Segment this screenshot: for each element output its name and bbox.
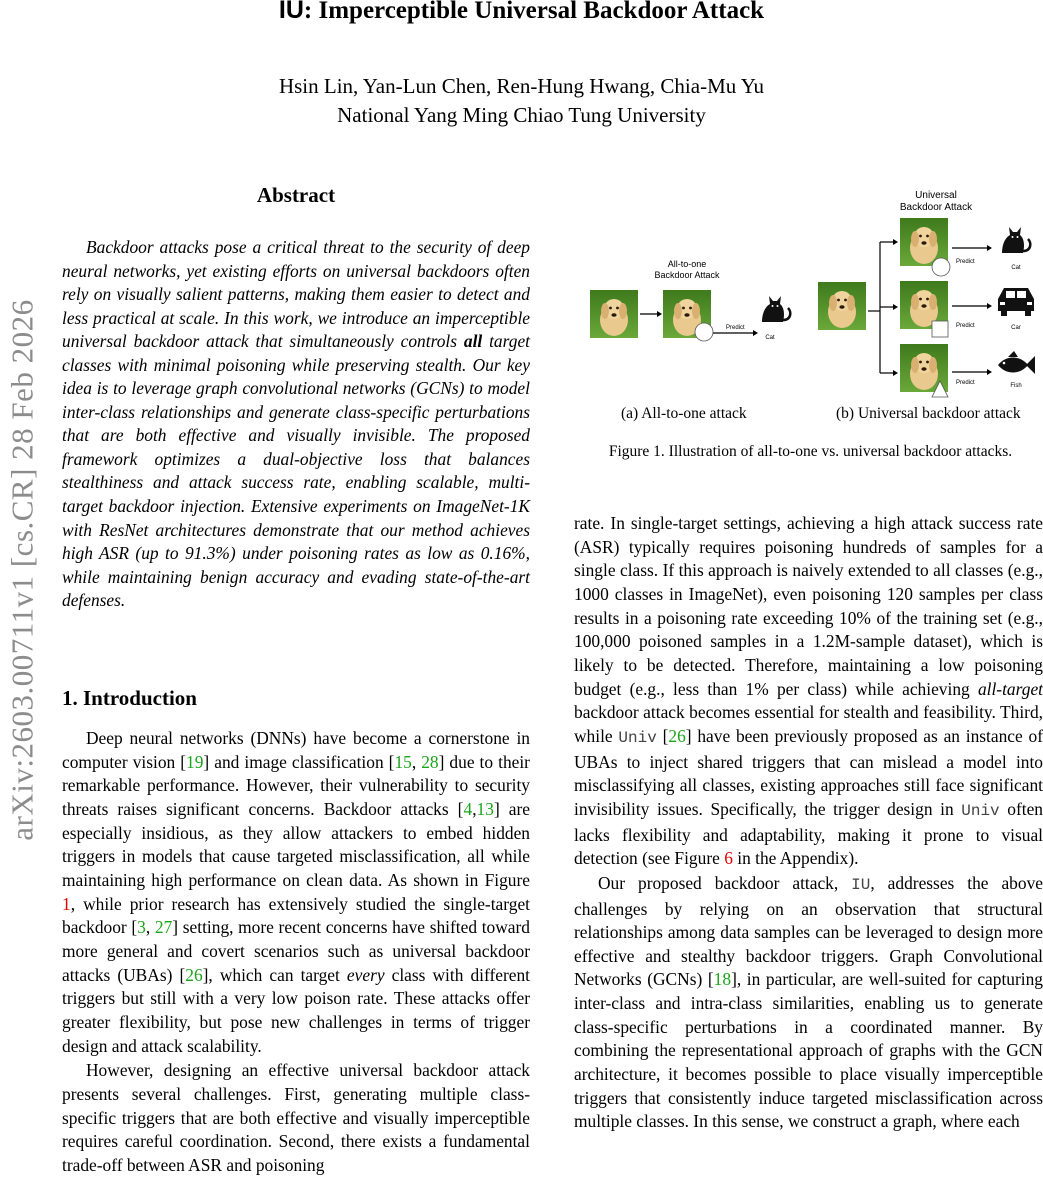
text-span: , addresses the above challenges by relying on an observation that structural relationships among data samples can be leveraged to design more effective and stealthy backdoor triggers. Graph Convolutional Networks (GCNs) [ [574,872,1043,990]
all-to-one-title-2: Backdoor Attack [654,270,720,280]
intro-paragraph-1 [62,727,530,1058]
trigger-square-icon [932,321,948,337]
section-heading-introduction: 1. Introduction [62,686,197,710]
intro-paragraph-2: However, designing an effective universal backdoor attack presents several challenges. First, generating multiple class-specific triggers that are both effective and visually imperceptible requires careful coordination. Second, there exists a fundamental trade-off between ASR and poisoning [62,1060,530,1175]
text-span: , while prior research has extensively studied the single-target backdoor [ [62,893,530,938]
fish-label: Fish [1010,383,1022,389]
all-to-one-diagram [590,259,790,341]
text-span: in the Appendix). [732,848,859,869]
text-span: ], which can target [202,964,347,985]
figure-reference-link[interactable]: 6 [724,848,733,869]
citation-link[interactable]: 27 [154,917,173,938]
arrow-head [657,311,662,317]
paper-title-method-name: IU [278,0,304,24]
text-span: , [411,751,422,772]
abstract-body [62,236,530,613]
citation-link[interactable]: 3 [137,917,146,938]
right-paragraph-1 [574,512,1043,871]
emphasis-every: every [346,964,385,985]
all-to-one-title-1: All-to-one [667,259,707,269]
arrow-head [987,245,992,251]
figure-1a-subcaption: (a) All-to-one attack [621,405,747,422]
right-paragraph-2 [574,872,1043,1134]
text-span: class with different triggers but still with a very low poison rate. These attacks offer greater flexibility, but pose new challenges in terms of trigger design and attack scalability. [62,964,530,1056]
citation-link[interactable]: 15 [394,751,412,772]
citation-link[interactable]: 26 [668,725,686,746]
abstract-text-part-1: Backdoor attacks pose a critical threat to the security of deep neural networks, yet existing efforts on universal backdoors often rely on visually salient patterns, making them easier to detect and less practical at scale. In this work, we introduce an imperceptible universal backdoor attack that simultaneously controls [62,237,530,352]
text-span: , [145,917,155,938]
text-span: , [472,798,477,819]
car-icon [998,288,1034,316]
arrow-head [893,239,898,245]
text-span: ] due to their remarkable performance. However, their vulnerability to security threats raises significant concerns. Backdoor attacks [ [62,751,530,819]
paper-title [0,0,1043,25]
clean-dog-image [818,282,866,330]
paper-authors: Hsin Lin, Yan-Lun Chen, Ren-Hung Hwang, Chia-Mu Yu [278,74,765,98]
predict-label: Predict [726,325,745,331]
figure-1-caption: Figure 1. Illustration of all-to-one vs. universal backdoor attacks. [608,443,1013,460]
introduction-body [62,727,530,1177]
arrow-head [987,303,992,309]
arrow-head [893,304,898,310]
paper-affiliation: National Yang Ming Chiao Tung University [337,103,706,127]
car-label: Car [1011,325,1021,331]
universal-backdoor-diagram [818,190,1035,397]
cat-label: Cat [765,335,775,341]
trigger-circle-icon [695,323,713,341]
universal-title-2: Backdoor Attack [899,202,973,213]
text-span: rate. In single-target settings, achieving a high attack success rate (ASR) typically requires poisoning hundreds of samples for a single class. If this approach is naively extended to all classes (e.g., 1000 classes in ImageNet), even poisoning 120 samples per class results in a poisoning rate exceeding 10% of the training set (e.g., 100,000 poisoned samples in a 1.2M-sample dataset), which is likely to be detected. Therefore, maintaining a low poisoning budget (e.g., less than 1% per class) while achieving [574,513,1043,699]
text-span: often lacks flexibility and adaptability, making it prone to visual detection (see Figure [574,798,1043,869]
abstract-heading: Abstract [256,183,336,207]
citation-link[interactable]: 19 [186,751,204,772]
text-span: ] have been previously proposed as an instance of UBAs to inject shared triggers that can mislead a model into misclassifying all classes, existing approaches still face significant invisibility issues. Specifically, the trigger design in [574,725,1043,819]
citation-link[interactable]: 18 [713,969,732,990]
citation-link[interactable]: 28 [421,751,439,772]
text-span: ] setting, more recent concerns have shifted toward more general and covert scenarios such as universal backdoor attacks (UBAs) [ [62,917,530,985]
abstract-emphasis-all: all [463,331,483,352]
arrow-head [987,369,992,375]
paper-title-rest: : Imperceptible Universal Backdoor Attack [303,0,765,24]
arxiv-identifier-text: arXiv:2603.00711v1 [cs.CR] 28 Feb 2026 [5,299,40,841]
figure-1b-subcaption: (b) Universal backdoor attack [836,405,1021,422]
predict-label: Predict [956,259,975,265]
predict-label: Predict [956,323,975,329]
figure-1-illustration [580,185,1043,400]
clean-dog-image [590,290,638,338]
arrow-head [753,330,758,336]
cat-icon [1002,227,1030,253]
predict-label: Predict [956,380,975,386]
text-span: backdoor attack becomes essential for stealth and feasibility. Third, while [574,702,1043,746]
cat-label: Cat [1011,265,1021,271]
right-column-body [574,512,1043,1134]
method-name-univ: Univ [961,801,1000,820]
abstract-text-part-2: target classes with minimal poisoning while preserving stealth. Our key idea is to leverage graph convolutional networks (GCNs) to model inter-class relationships and generate class-specific perturbations that are both effective and visually invisible. The proposed framework optimizes a dual-objective loss that balances stealthiness and attack success rate, enabling scalable, multi-target backdoor injection. Extensive experiments on ImageNet-1K with ResNet architectures demonstrate that our method achieves high ASR (up to 91.3%) under poisoning rates as low as 0.16%, while maintaining benign accuracy and evading state-of-the-art defenses. [62,331,530,611]
figure-reference-link[interactable]: 1 [62,893,71,914]
citation-link[interactable]: 4 [463,798,473,819]
trigger-circle-icon [932,258,950,276]
cat-icon [762,296,790,322]
emphasis-all-target: all-target [977,678,1043,699]
text-span: ], in particular, are well-suited for capturing inter-class and intra-class similarities, enabling us to generate class-specific perturbations in a coordinated manner. By combining the representational approach of graphs with the GCN architecture, it becomes possible to place visually imperceptible triggers that consistently induce targeted misclassification across multiple classes. In this sense, we construct a graph, where each [574,969,1043,1132]
method-name-univ: Univ [618,728,657,747]
citation-link[interactable]: 13 [476,798,494,819]
text-span: ] and image classification [ [203,751,395,772]
citation-link[interactable]: 26 [185,964,203,985]
text-span: Our proposed backdoor attack, [598,872,852,893]
figure-1 [580,185,1043,475]
text-span: Deep neural networks (DNNs) have become a cornerstone in computer vision [ [62,728,530,772]
arxiv-identifier [3,225,43,915]
method-name-iu: IU [851,875,871,894]
text-span: [ [656,725,669,746]
arrow-head [893,370,898,376]
fish-icon [998,351,1035,374]
text-span: ] are especially insidious, as they allow attackers to embed hidden triggers in models that cause targeted misclassification, all while maintaining high performance on clean data. As shown in Figure [62,798,531,890]
universal-title-1: Universal [915,190,957,201]
